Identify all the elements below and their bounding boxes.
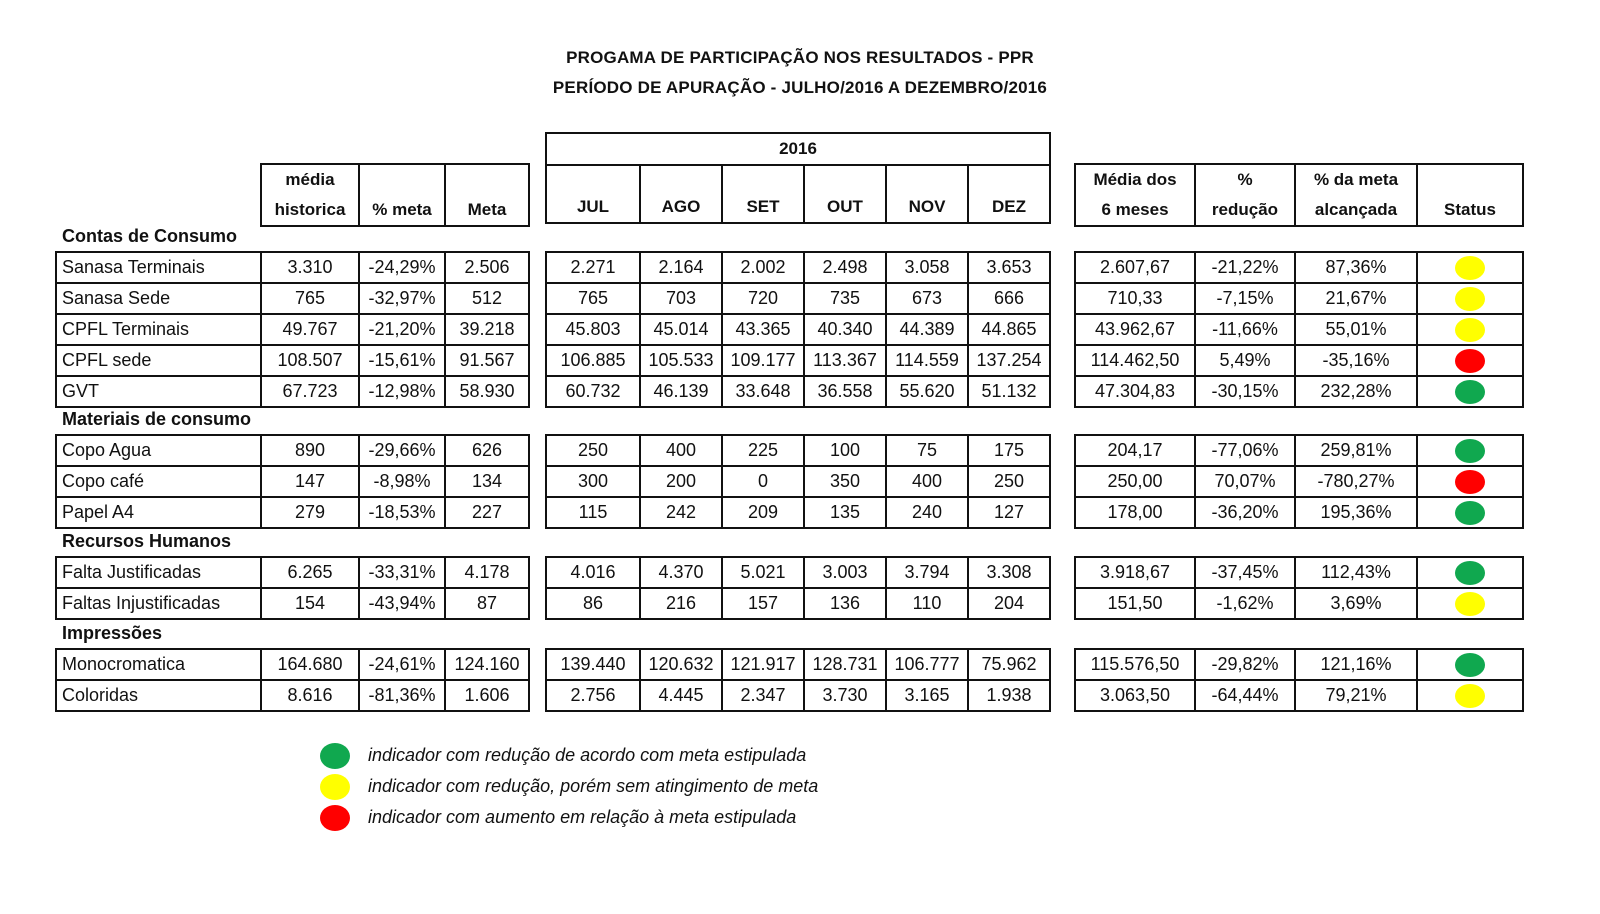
- table-row: [56, 588, 529, 619]
- media-6-meses-cell: 43.962,67: [1075, 314, 1195, 345]
- reducao-cell: -30,15%: [1195, 376, 1295, 407]
- header-line: historica: [274, 200, 346, 219]
- month-value-cell: 666: [968, 283, 1050, 314]
- col-header-meta: Meta: [445, 164, 529, 226]
- media-historica-cell: 147: [261, 466, 359, 497]
- item-name: Monocromatica: [56, 649, 261, 680]
- item-name: Papel A4: [56, 497, 261, 528]
- status-cell: [1417, 466, 1523, 497]
- category-table-results: [1074, 556, 1524, 620]
- status-cell: [1417, 435, 1523, 466]
- month-value-cell: 703: [640, 283, 722, 314]
- col-header-status: Status: [1417, 164, 1523, 226]
- table-row: [56, 314, 529, 345]
- legend-item: [320, 771, 818, 802]
- meta-alcancada-cell: 87,36%: [1295, 252, 1417, 283]
- month-value-cell: 4.016: [546, 557, 640, 588]
- col-header-media-historica: [261, 164, 359, 226]
- header-line: redução: [1211, 200, 1279, 219]
- status-legend: [320, 740, 818, 833]
- month-value-cell: 3.653: [968, 252, 1050, 283]
- table-row: [546, 252, 1050, 283]
- table-row: [546, 497, 1050, 528]
- col-header-media-6-meses: [1075, 164, 1195, 226]
- meta-cell: 2.506: [445, 252, 529, 283]
- media-historica-cell: 49.767: [261, 314, 359, 345]
- table-row: [56, 376, 529, 407]
- month-value-cell: 45.014: [640, 314, 722, 345]
- month-value-cell: 2.271: [546, 252, 640, 283]
- table-row: [56, 466, 529, 497]
- reducao-cell: -64,44%: [1195, 680, 1295, 711]
- table-row: [546, 680, 1050, 711]
- media-historica-cell: 6.265: [261, 557, 359, 588]
- meta-alcancada-cell: 195,36%: [1295, 497, 1417, 528]
- month-value-cell: 200: [640, 466, 722, 497]
- table-row: [1075, 314, 1523, 345]
- header-right: [1074, 163, 1524, 227]
- status-cell: [1417, 497, 1523, 528]
- media-6-meses-cell: 3.063,50: [1075, 680, 1195, 711]
- col-header-reducao: [1195, 164, 1295, 226]
- status-yellow-dot-icon: [1455, 256, 1485, 280]
- month-value-cell: 0: [722, 466, 804, 497]
- month-value-cell: 60.732: [546, 376, 640, 407]
- media-6-meses-cell: 47.304,83: [1075, 376, 1195, 407]
- table-row: [546, 345, 1050, 376]
- month-value-cell: 3.165: [886, 680, 968, 711]
- month-value-cell: 113.367: [804, 345, 886, 376]
- media-historica-cell: 3.310: [261, 252, 359, 283]
- table-row: [56, 345, 529, 376]
- month-value-cell: 242: [640, 497, 722, 528]
- category-table-left: [55, 556, 530, 620]
- month-value-cell: 75.962: [968, 649, 1050, 680]
- meta-cell: 626: [445, 435, 529, 466]
- legend-text: indicador com redução, porém sem atingimento de meta: [368, 776, 819, 796]
- month-value-cell: 139.440: [546, 649, 640, 680]
- table-row: [1075, 466, 1523, 497]
- month-value-cell: 765: [546, 283, 640, 314]
- month-value-cell: 300: [546, 466, 640, 497]
- status-green-dot-icon: [1455, 501, 1485, 525]
- meta-cell: 91.567: [445, 345, 529, 376]
- status-yellow-dot-icon: [1455, 592, 1485, 616]
- table-row: [546, 283, 1050, 314]
- month-value-cell: 2.756: [546, 680, 640, 711]
- header-months: [545, 132, 1051, 224]
- category-table-left: [55, 434, 530, 529]
- meta-cell: 227: [445, 497, 529, 528]
- meta-cell: 134: [445, 466, 529, 497]
- pct-meta-cell: -8,98%: [359, 466, 445, 497]
- status-green-dot-icon: [1455, 380, 1485, 404]
- month-value-cell: 673: [886, 283, 968, 314]
- media-historica-cell: 765: [261, 283, 359, 314]
- month-value-cell: 51.132: [968, 376, 1050, 407]
- month-value-cell: 209: [722, 497, 804, 528]
- legend-text: indicador com aumento em relação à meta estipulada: [368, 807, 797, 827]
- meta-cell: 58.930: [445, 376, 529, 407]
- month-value-cell: 240: [886, 497, 968, 528]
- pct-meta-cell: -29,66%: [359, 435, 445, 466]
- status-red-dot-icon: [1455, 349, 1485, 373]
- month-value-cell: 46.139: [640, 376, 722, 407]
- month-value-cell: 121.917: [722, 649, 804, 680]
- report-period: PERÍODO DE APURAÇÃO - JULHO/2016 A DEZEMBRO/2016: [552, 78, 1048, 97]
- meta-alcancada-cell: -780,27%: [1295, 466, 1417, 497]
- table-row: [56, 557, 529, 588]
- pct-meta-cell: -33,31%: [359, 557, 445, 588]
- meta-cell: 39.218: [445, 314, 529, 345]
- item-name: Sanasa Terminais: [56, 252, 261, 283]
- month-value-cell: 136: [804, 588, 886, 619]
- category-label: Materiais de consumo: [62, 409, 252, 429]
- meta-alcancada-cell: 3,69%: [1295, 588, 1417, 619]
- col-header-month-out: OUT: [804, 165, 886, 223]
- table-row: [546, 466, 1050, 497]
- media-historica-cell: 67.723: [261, 376, 359, 407]
- pct-meta-cell: -32,97%: [359, 283, 445, 314]
- status-cell: [1417, 557, 1523, 588]
- table-row: [1075, 497, 1523, 528]
- item-name: CPFL Terminais: [56, 314, 261, 345]
- item-name: Falta Justificadas: [56, 557, 261, 588]
- month-value-cell: 4.445: [640, 680, 722, 711]
- month-value-cell: 720: [722, 283, 804, 314]
- pct-meta-cell: -24,29%: [359, 252, 445, 283]
- reducao-cell: -21,22%: [1195, 252, 1295, 283]
- month-value-cell: 75: [886, 435, 968, 466]
- month-value-cell: 1.938: [968, 680, 1050, 711]
- media-historica-cell: 8.616: [261, 680, 359, 711]
- table-row: [1075, 283, 1523, 314]
- media-6-meses-cell: 710,33: [1075, 283, 1195, 314]
- month-value-cell: 2.002: [722, 252, 804, 283]
- month-value-cell: 55.620: [886, 376, 968, 407]
- status-cell: [1417, 376, 1523, 407]
- legend-green-dot-icon: [320, 743, 350, 769]
- status-yellow-dot-icon: [1455, 287, 1485, 311]
- header-line: alcançada: [1314, 200, 1398, 219]
- reducao-cell: -11,66%: [1195, 314, 1295, 345]
- month-value-cell: 33.648: [722, 376, 804, 407]
- pct-meta-cell: -24,61%: [359, 649, 445, 680]
- month-value-cell: 44.865: [968, 314, 1050, 345]
- media-6-meses-cell: 115.576,50: [1075, 649, 1195, 680]
- pct-meta-cell: -12,98%: [359, 376, 445, 407]
- meta-cell: 512: [445, 283, 529, 314]
- item-name: Sanasa Sede: [56, 283, 261, 314]
- month-value-cell: 3.308: [968, 557, 1050, 588]
- table-row: [546, 314, 1050, 345]
- table-row: [56, 283, 529, 314]
- col-header-month-dez: DEZ: [968, 165, 1050, 223]
- reducao-cell: -7,15%: [1195, 283, 1295, 314]
- month-value-cell: 45.803: [546, 314, 640, 345]
- legend-item: [320, 802, 818, 833]
- reducao-cell: -1,62%: [1195, 588, 1295, 619]
- table-row: [1075, 649, 1523, 680]
- media-6-meses-cell: 114.462,50: [1075, 345, 1195, 376]
- table-row: [1075, 557, 1523, 588]
- month-value-cell: 3.058: [886, 252, 968, 283]
- category-label: Recursos Humanos: [62, 531, 232, 551]
- header-left: [260, 163, 530, 227]
- month-value-cell: 36.558: [804, 376, 886, 407]
- month-value-cell: 400: [886, 466, 968, 497]
- meta-alcancada-cell: 259,81%: [1295, 435, 1417, 466]
- month-value-cell: 3.003: [804, 557, 886, 588]
- status-cell: [1417, 345, 1523, 376]
- media-historica-cell: 108.507: [261, 345, 359, 376]
- month-value-cell: 44.389: [886, 314, 968, 345]
- item-name: Copo café: [56, 466, 261, 497]
- media-historica-cell: 164.680: [261, 649, 359, 680]
- table-row: [546, 649, 1050, 680]
- col-header-month-jul: JUL: [546, 165, 640, 223]
- month-value-cell: 250: [546, 435, 640, 466]
- status-cell: [1417, 588, 1523, 619]
- col-header-pct-meta: % meta: [359, 164, 445, 226]
- reducao-cell: -29,82%: [1195, 649, 1295, 680]
- status-cell: [1417, 314, 1523, 345]
- header-line: % da meta: [1313, 170, 1399, 189]
- status-cell: [1417, 283, 1523, 314]
- reducao-cell: -36,20%: [1195, 497, 1295, 528]
- meta-alcancada-cell: -35,16%: [1295, 345, 1417, 376]
- category-table-left: [55, 251, 530, 408]
- month-value-cell: 105.533: [640, 345, 722, 376]
- header-line: média: [285, 170, 335, 189]
- month-value-cell: 106.885: [546, 345, 640, 376]
- media-6-meses-cell: 204,17: [1075, 435, 1195, 466]
- media-6-meses-cell: 178,00: [1075, 497, 1195, 528]
- pct-meta-cell: -43,94%: [359, 588, 445, 619]
- table-row: [546, 557, 1050, 588]
- col-header-month-ago: AGO: [640, 165, 722, 223]
- table-row: [1075, 435, 1523, 466]
- status-cell: [1417, 680, 1523, 711]
- media-6-meses-cell: 250,00: [1075, 466, 1195, 497]
- month-value-cell: 106.777: [886, 649, 968, 680]
- meta-cell: 87: [445, 588, 529, 619]
- meta-alcancada-cell: 55,01%: [1295, 314, 1417, 345]
- status-green-dot-icon: [1455, 439, 1485, 463]
- report-title: PROGAMA DE PARTICIPAÇÃO NOS RESULTADOS - PPR: [566, 48, 1034, 67]
- header-line: %: [1237, 170, 1253, 189]
- meta-alcancada-cell: 121,16%: [1295, 649, 1417, 680]
- meta-cell: 1.606: [445, 680, 529, 711]
- month-value-cell: 350: [804, 466, 886, 497]
- month-value-cell: 157: [722, 588, 804, 619]
- month-value-cell: 100: [804, 435, 886, 466]
- table-row: [546, 588, 1050, 619]
- media-6-meses-cell: 151,50: [1075, 588, 1195, 619]
- month-value-cell: 114.559: [886, 345, 968, 376]
- month-value-cell: 5.021: [722, 557, 804, 588]
- col-header-alcancada: [1295, 164, 1417, 226]
- media-historica-cell: 279: [261, 497, 359, 528]
- month-value-cell: 137.254: [968, 345, 1050, 376]
- month-value-cell: 40.340: [804, 314, 886, 345]
- month-value-cell: 3.730: [804, 680, 886, 711]
- category-label: Contas de Consumo: [62, 226, 238, 246]
- month-value-cell: 127: [968, 497, 1050, 528]
- month-value-cell: 2.164: [640, 252, 722, 283]
- month-value-cell: 120.632: [640, 649, 722, 680]
- pct-meta-cell: -81,36%: [359, 680, 445, 711]
- pct-meta-cell: -15,61%: [359, 345, 445, 376]
- month-value-cell: 735: [804, 283, 886, 314]
- table-row: [546, 376, 1050, 407]
- col-header-month-set: SET: [722, 165, 804, 223]
- category-table-months: [545, 434, 1051, 529]
- meta-cell: 4.178: [445, 557, 529, 588]
- month-value-cell: 2.347: [722, 680, 804, 711]
- item-name: GVT: [56, 376, 261, 407]
- status-green-dot-icon: [1455, 653, 1485, 677]
- item-name: Coloridas: [56, 680, 261, 711]
- month-value-cell: 400: [640, 435, 722, 466]
- meta-cell: 124.160: [445, 649, 529, 680]
- legend-yellow-dot-icon: [320, 774, 350, 800]
- reducao-cell: 5,49%: [1195, 345, 1295, 376]
- status-yellow-dot-icon: [1455, 318, 1485, 342]
- meta-alcancada-cell: 112,43%: [1295, 557, 1417, 588]
- table-row: [1075, 345, 1523, 376]
- month-value-cell: 135: [804, 497, 886, 528]
- month-value-cell: 225: [722, 435, 804, 466]
- category-table-results: [1074, 648, 1524, 712]
- status-red-dot-icon: [1455, 470, 1485, 494]
- table-row: [1075, 376, 1523, 407]
- table-row: [1075, 588, 1523, 619]
- reducao-cell: -37,45%: [1195, 557, 1295, 588]
- status-green-dot-icon: [1455, 561, 1485, 585]
- table-row: [56, 649, 529, 680]
- month-value-cell: 4.370: [640, 557, 722, 588]
- item-name: Copo Agua: [56, 435, 261, 466]
- col-header-month-nov: NOV: [886, 165, 968, 223]
- meta-alcancada-cell: 79,21%: [1295, 680, 1417, 711]
- table-row: [1075, 680, 1523, 711]
- month-value-cell: 115: [546, 497, 640, 528]
- reducao-cell: -77,06%: [1195, 435, 1295, 466]
- meta-alcancada-cell: 232,28%: [1295, 376, 1417, 407]
- month-value-cell: 43.365: [722, 314, 804, 345]
- status-cell: [1417, 649, 1523, 680]
- table-row: [546, 435, 1050, 466]
- media-6-meses-cell: 3.918,67: [1075, 557, 1195, 588]
- media-historica-cell: 154: [261, 588, 359, 619]
- status-cell: [1417, 252, 1523, 283]
- status-yellow-dot-icon: [1455, 684, 1485, 708]
- month-value-cell: 109.177: [722, 345, 804, 376]
- meta-alcancada-cell: 21,67%: [1295, 283, 1417, 314]
- category-table-months: [545, 648, 1051, 712]
- category-table-left: [55, 648, 530, 712]
- month-value-cell: 86: [546, 588, 640, 619]
- legend-text: indicador com redução de acordo com meta estipulada: [368, 745, 807, 765]
- category-table-months: [545, 251, 1051, 408]
- month-value-cell: 3.794: [886, 557, 968, 588]
- pct-meta-cell: -21,20%: [359, 314, 445, 345]
- category-table-results: [1074, 434, 1524, 529]
- month-value-cell: 128.731: [804, 649, 886, 680]
- pct-meta-cell: -18,53%: [359, 497, 445, 528]
- category-label: Impressões: [62, 623, 163, 643]
- table-row: [56, 680, 529, 711]
- table-row: [56, 435, 529, 466]
- header-line: Média dos: [1093, 170, 1177, 189]
- media-historica-cell: 890: [261, 435, 359, 466]
- month-value-cell: 216: [640, 588, 722, 619]
- table-row: [1075, 252, 1523, 283]
- month-value-cell: 175: [968, 435, 1050, 466]
- item-name: Faltas Injustificadas: [56, 588, 261, 619]
- month-value-cell: 2.498: [804, 252, 886, 283]
- reducao-cell: 70,07%: [1195, 466, 1295, 497]
- item-name: CPFL sede: [56, 345, 261, 376]
- legend-red-dot-icon: [320, 805, 350, 831]
- header-line: 6 meses: [1101, 200, 1169, 219]
- table-row: [56, 497, 529, 528]
- col-header-year: 2016: [546, 133, 1050, 165]
- category-table-results: [1074, 251, 1524, 408]
- category-table-months: [545, 556, 1051, 620]
- month-value-cell: 250: [968, 466, 1050, 497]
- table-row: [56, 252, 529, 283]
- media-6-meses-cell: 2.607,67: [1075, 252, 1195, 283]
- month-value-cell: 110: [886, 588, 968, 619]
- month-value-cell: 204: [968, 588, 1050, 619]
- legend-item: [320, 740, 818, 771]
